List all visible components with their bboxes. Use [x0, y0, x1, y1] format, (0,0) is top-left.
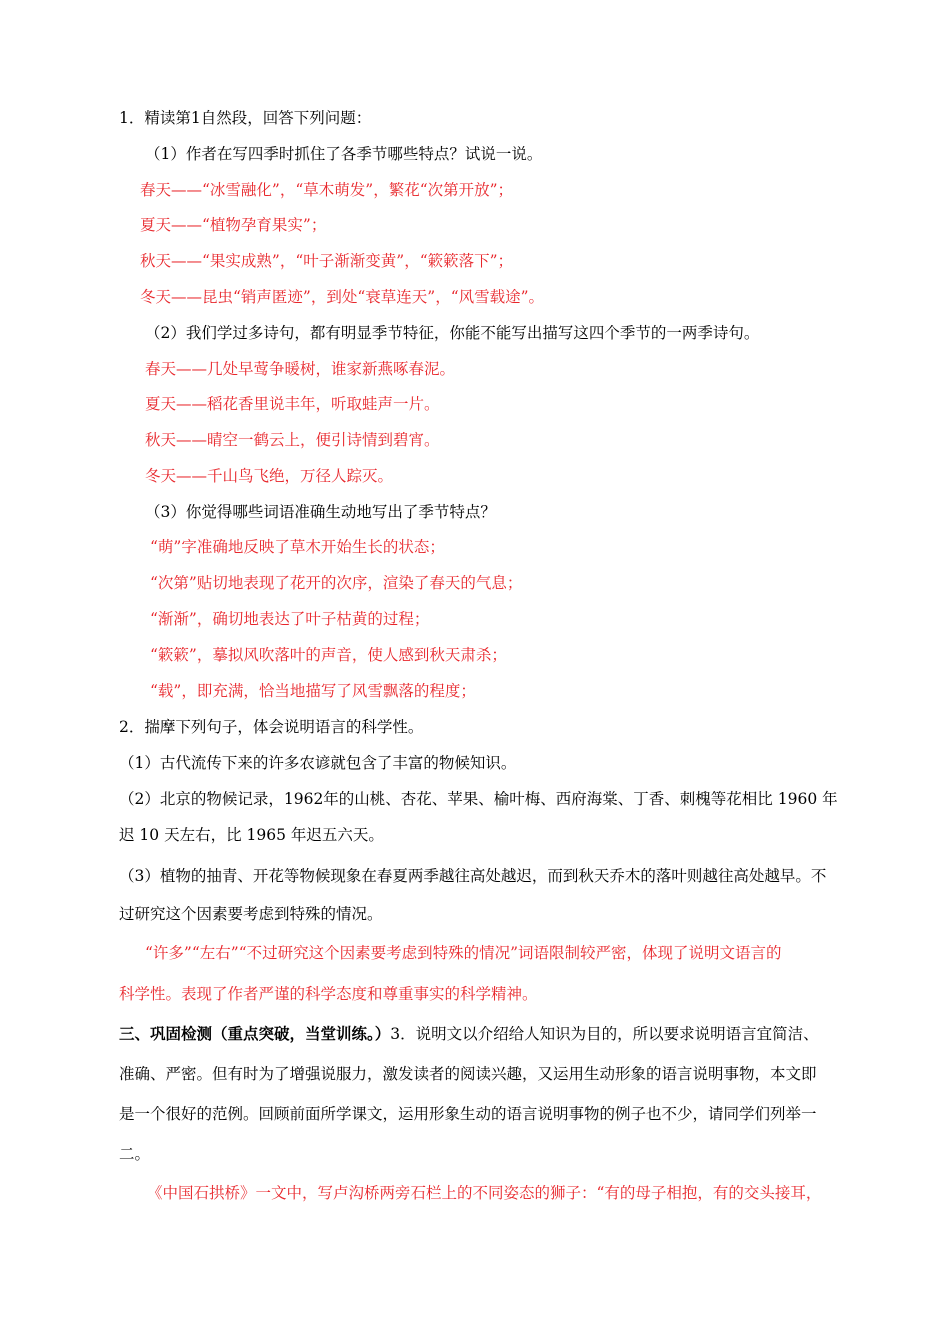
- word-answer-5: “载”，即充满，恰当地描写了风雪飘落的程度；: [150, 682, 476, 700]
- q1-title: 1．精读第1自然段，回答下列问题：: [119, 109, 372, 127]
- q1-sub1-question: （1）作者在写四季时抓住了各季节哪些特点？试说一说。: [145, 145, 543, 163]
- word-answer-1: “萌”字准确地反映了草木开始生长的状态；: [150, 538, 445, 556]
- answer-spring: 春天——“冰雪融化”，“草木萌发”，繁花“次第开放”；: [140, 181, 514, 199]
- poem-winter: 冬天——千山鸟飞绝，万径人踪灭。: [145, 467, 394, 485]
- section3-first-line: [119, 1024, 819, 1044]
- q3-line2: 准确、严密。但有时为了增强说服力，激发读者的阅读兴趣，又运用生动形象的语言说明事物，本文即: [119, 1065, 817, 1083]
- poem-summer: 夏天——稻花香里说丰年，听取蛙声一片。: [145, 395, 440, 413]
- q3-line4: 二。: [119, 1145, 151, 1163]
- q2-sentence-2-line2: 迟 10 天左右，比 1965 年迟五六天。: [119, 826, 384, 844]
- q2-sentence-3-line2: 过研究这个因素要考虑到特殊的情况。: [119, 905, 383, 923]
- q2-answer-line1: “许多”“左右”“不过研究这个因素要考虑到特殊的情况”词语限制较严密，体现了说明文语言的: [145, 944, 782, 962]
- q2-sentence-1: （1）古代流传下来的许多农谚就包含了丰富的物候知识。: [119, 754, 517, 772]
- q3-answer-line1: 《中国石拱桥》一文中，写卢沟桥两旁石栏上的不同姿态的狮子：“有的母子相抱，有的交头接耳，: [147, 1184, 822, 1202]
- word-answer-2: “次第”贴切地表现了花开的次序，渲染了春天的气息；: [150, 574, 523, 592]
- q1-sub3-question: （3）你觉得哪些词语准确生动地写出了季节特点？: [145, 503, 496, 521]
- word-answer-4: “簌簌”，摹拟风吹落叶的声音，使人感到秋天肃杀；: [150, 646, 507, 664]
- answer-winter: 冬天——昆虫“销声匿迹”，到处“衰草连天”，“风雪载途”。: [140, 288, 545, 306]
- q3-line3: 是一个很好的范例。回顾前面所学课文，运用形象生动的语言说明事物的例子也不少，请同学们列举一: [119, 1105, 817, 1123]
- q2-answer-line2: 科学性。表现了作者严谨的科学态度和尊重事实的科学精神。: [119, 985, 538, 1003]
- q2-sentence-2-line1: （2）北京的物候记录，1962年的山桃、杏花、苹果、榆叶梅、西府海棠、丁香、刺槐等花相比 1960 年: [119, 790, 838, 808]
- q2-title: 2．揣摩下列句子，体会说明语言的科学性。: [119, 718, 424, 736]
- q2-sentence-3-line1: （3）植物的抽青、开花等物候现象在春夏两季越往高处越迟，而到秋天乔木的落叶则越往高处越早。不: [119, 867, 827, 885]
- poem-autumn: 秋天——晴空一鹤云上，便引诗情到碧宵。: [145, 431, 440, 449]
- section3-heading: 三、巩固检测（重点突破，当堂训练。）: [119, 1024, 391, 1043]
- q3-line1: 3．说明文以介绍给人知识为目的，所以要求说明语言宜简洁、: [390, 1025, 819, 1043]
- poem-spring: 春天——几处早莺争暖树，谁家新燕啄春泥。: [145, 360, 456, 378]
- answer-autumn: 秋天——“果实成熟”，“叶子渐渐变黄”，“簌簌落下”；: [140, 252, 514, 270]
- answer-summer: 夏天——“植物孕育果实”；: [140, 216, 327, 234]
- q1-sub2-question: （2）我们学过多诗句，都有明显季节特征，你能不能写出描写这四个季节的一两季诗句。: [145, 324, 760, 342]
- word-answer-3: “渐渐”，确切地表达了叶子枯黄的过程；: [150, 610, 430, 628]
